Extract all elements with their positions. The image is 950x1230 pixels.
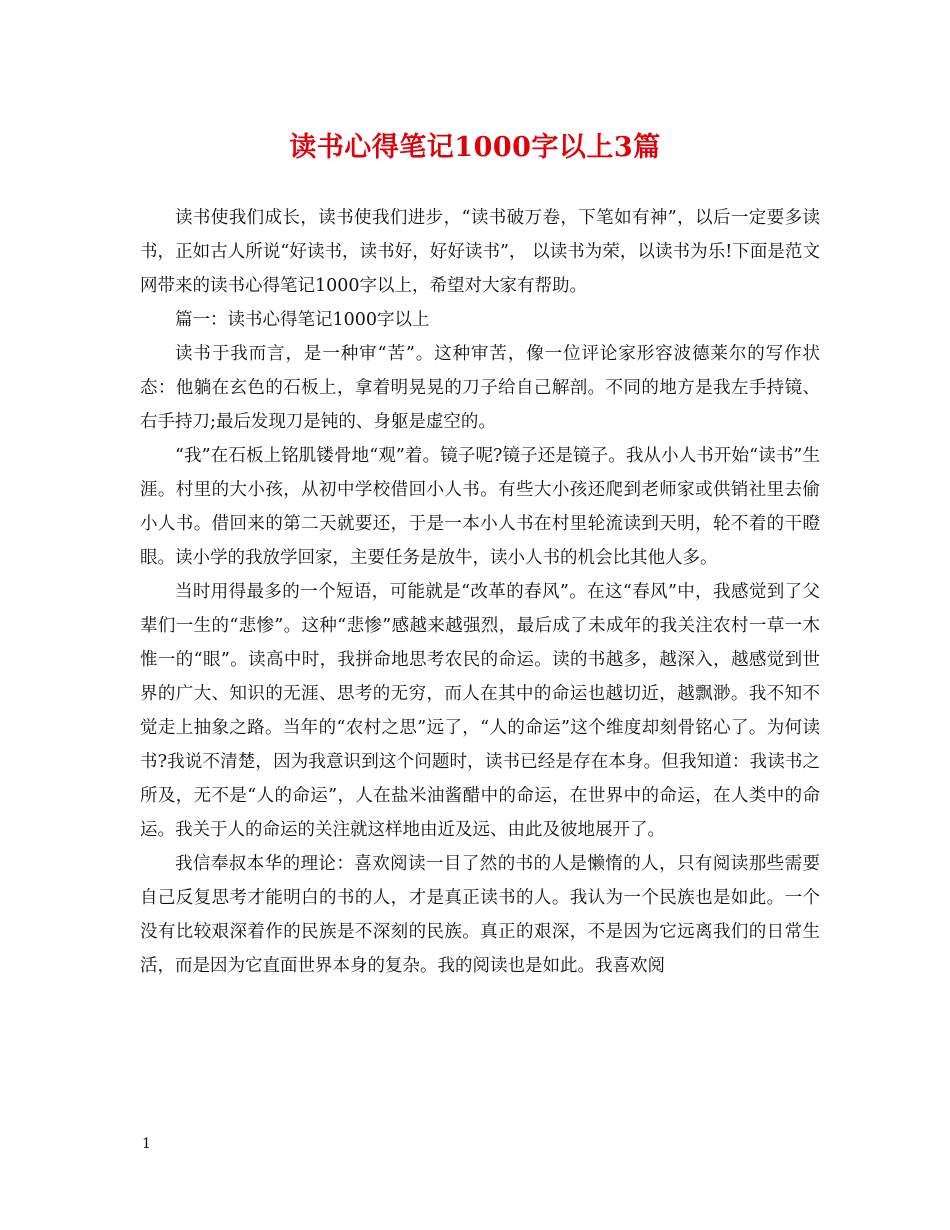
intro-paragraph: 读书使我们成长，读书使我们进步，“读书破万卷，下笔如有神”，以后一定要多读书，正如古人所说“好读书，读书好，好好读书”， 以读书为荣，以读书为乐!下面是范文网带来的读书心得笔记1000字以上，希望对大家有帮助。 [140,208,820,296]
document-title: 读书心得笔记1000字以上3篇 [289,132,661,163]
body-paragraph: 读书于我而言，是一种审“苦”。这种审苦，像一位评论家形容波德莱尔的写作状态：他躺在玄色的石板上，拿着明晃晃的刀子给自己解剖。不同的地方是我左手持镜、右手持刀;最后发现刀是钝的、身躯是虚空的。 [140,344,820,432]
body-paragraph: 我信奉叔本华的理论：喜欢阅读一目了然的书的人是懒惰的人，只有阅读那些需要自己反复思考才能明白的书的人，才是真正读书的人。我认为一个民族也是如此。一个没有比较艰深着作的民族是不深刻的民族。真正的艰深，不是因为它远离我们的日常生活，而是因为它直面世界本身的复杂。我的阅读也是如此。我喜欢阅 [140,854,820,976]
body-paragraph: “我”在石板上铭肌镂骨地“观”着。镜子呢?镜子还是镜子。我从小人书开始“读书”生涯。村里的大小孩，从初中学校借回小人书。有些大小孩还爬到老师家或供销社里去偷小人书。借回来的第二天就要还，于是一本小人书在村里轮流读到天明，轮不着的干瞪眼。读小学的我放学回家，主要任务是放牛，读小人书的机会比其他人多。 [140,446,820,568]
document-body [140,201,820,983]
page-number: 1 [142,1136,151,1152]
section-heading: 篇一：读书心得笔记1000字以上 [175,310,430,330]
body-paragraph: 当时用得最多的一个短语，可能就是“改革的春风”。在这“春风”中，我感觉到了父辈们一生的“悲惨”。这种“悲惨”感越来越强烈，最后成了未成年的我关注农村一草一木惟一的“眼”。读高中时，我拼命地思考农民的命运。读的书越多，越深入，越感觉到世界的广大、知识的无涯、思考的无穷，而人在其中的命运也越切近，越飘渺。我不知不觉走上抽象之路。当年的“农村之思”远了，“人的命运”这个维度却刻骨铭心了。为何读书?我说不清楚，因为我意识到这个问题时，读书已经是存在本身。但我知道：我读书之所及，无不是“人的命运”，人在盐米油酱醋中的命运，在世界中的命运，在人类中的命运。我关于人的命运的关注就这样地由近及远、由此及彼地展开了。 [140,582,820,840]
